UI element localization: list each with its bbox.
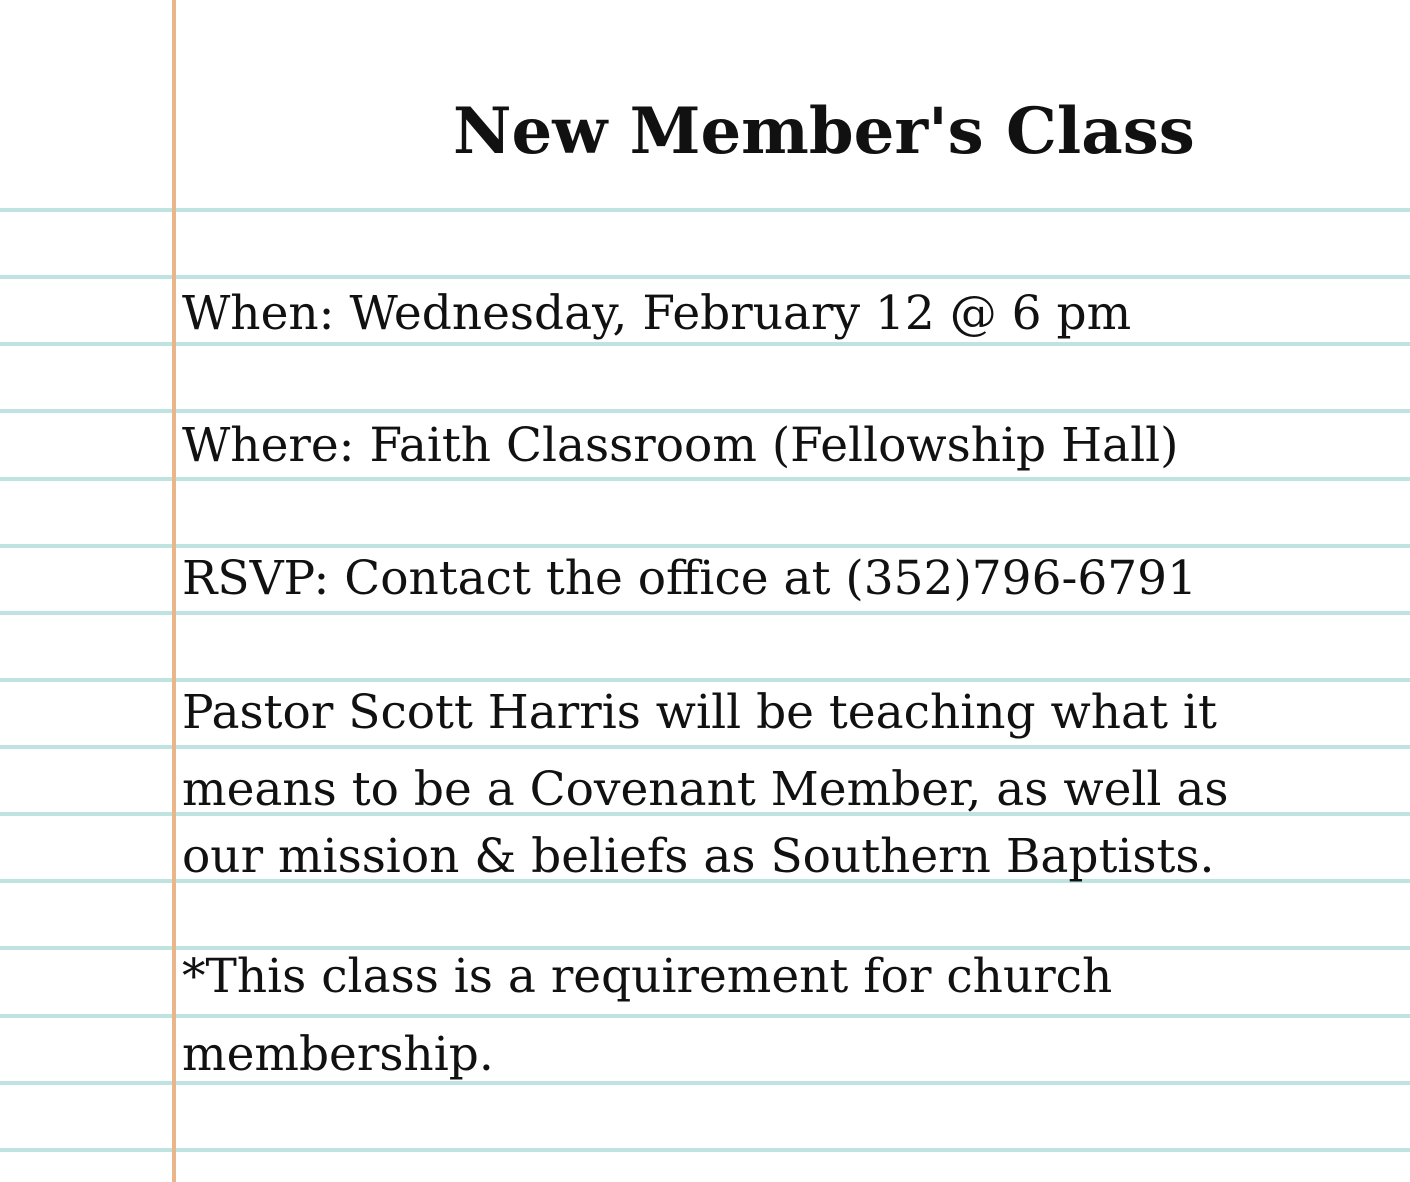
- where-line: Where: Faith Classroom (Fellowship Hall): [182, 418, 1179, 473]
- note-line-1: *This class is a requirement for church: [182, 949, 1113, 1004]
- ruled-line: [0, 745, 1410, 749]
- description-line-1: Pastor Scott Harris will be teaching what it: [182, 685, 1217, 740]
- margin-line: [172, 0, 176, 1182]
- ruled-line: [0, 409, 1410, 413]
- when-line: When: Wednesday, February 12 @ 6 pm: [182, 286, 1132, 341]
- ruled-line: [0, 275, 1410, 279]
- description-line-2: means to be a Covenant Member, as well as: [182, 762, 1229, 817]
- ruled-line: [0, 208, 1410, 212]
- ruled-line: [0, 544, 1410, 548]
- ruled-line: [0, 1014, 1410, 1018]
- description-line-3: our mission & beliefs as Southern Baptists.: [182, 829, 1215, 884]
- rsvp-line: RSVP: Contact the office at (352)796-6791: [182, 551, 1197, 606]
- note-line-2: membership.: [182, 1027, 494, 1082]
- page-title: New Member's Class: [453, 94, 1195, 169]
- ruled-line: [0, 477, 1410, 481]
- ruled-line: [0, 1148, 1410, 1152]
- ruled-line: [0, 611, 1410, 615]
- ruled-line: [0, 678, 1410, 682]
